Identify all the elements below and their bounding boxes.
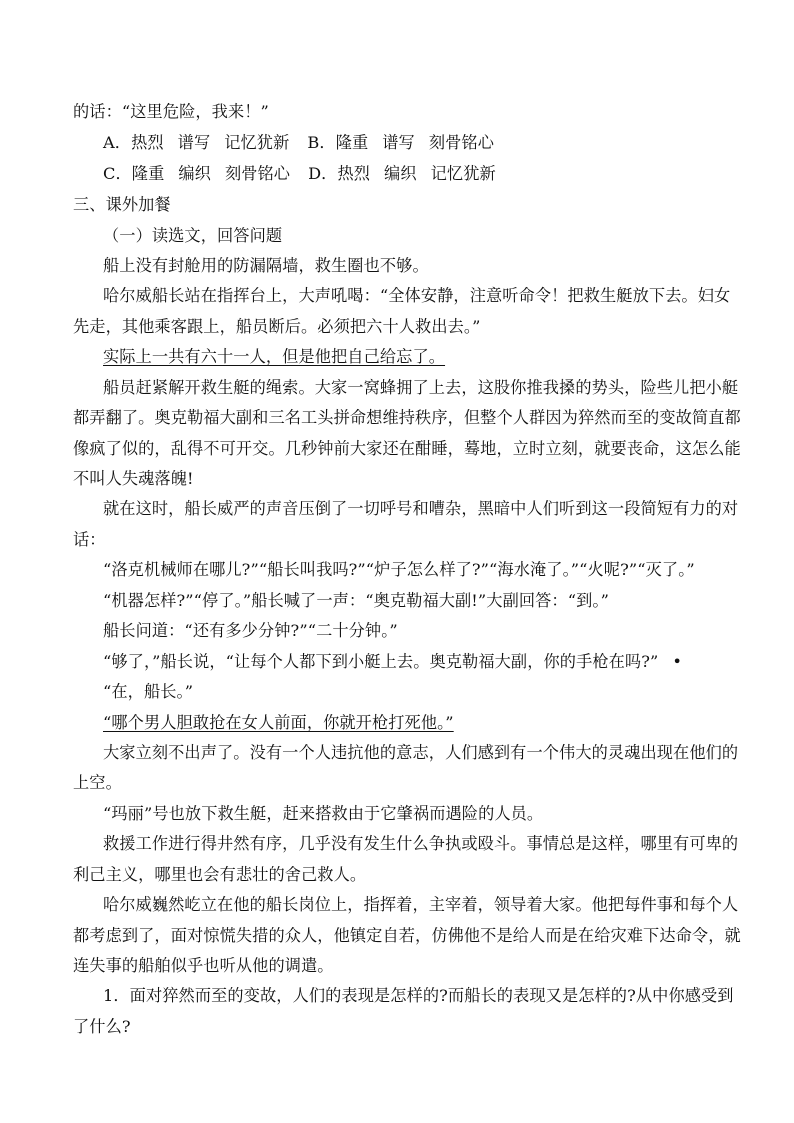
- option-c-word1: 隆重: [131, 164, 165, 183]
- option-b-word1: 隆重: [335, 133, 369, 152]
- paragraph-line: 利己主义，哪里也会有悲壮的舍己救人。: [73, 865, 367, 884]
- option-d-letter: D．: [308, 164, 338, 183]
- paragraph-line: 不叫人失魂落魄!: [73, 469, 194, 488]
- choice-row: [103, 162, 763, 186]
- option-a-word3: 记忆犹新: [224, 133, 290, 152]
- subsection-heading: （一）读选文，回答问题: [103, 226, 283, 245]
- question-line: 了什么?: [73, 1017, 131, 1036]
- paragraph-line: 船上没有封舱用的防漏隔墙，救生圈也不够。: [103, 256, 429, 275]
- option-b-word3: 刻骨铭心: [428, 133, 494, 152]
- paragraph-line: 船员赶紧解开救生艇的绳索。大家一窝蜂拥了上去，这股你推我搡的势头，险些儿把小艇: [103, 378, 739, 397]
- paragraph-line: 大家立刻不出声了。没有一个人违抗他的意志，人们感到有一个伟大的灵魂出现在他们的: [103, 743, 739, 762]
- paragraph-line: 哈尔威巍然屹立在他的船长岗位上，指挥着，主宰着，领导着大家。他把每件事和每个人: [103, 895, 739, 914]
- option-b-word2: 谱写: [382, 133, 415, 152]
- paragraph-line: 就在这时，船长威严的声音压倒了一切呼号和嘈杂，黑暗中人们听到这一段简短有力的对: [103, 499, 739, 518]
- paragraph-line: 上空。: [73, 773, 122, 792]
- bullet-mark: •: [672, 652, 683, 671]
- dialogue-text: “够了，”船长说，“让每个人都下到小艇上去。奥克勒福大副，你的手枪在吗?”: [103, 652, 659, 671]
- option-b-letter: B．: [307, 133, 336, 152]
- dialogue-line: “洛克机械师在哪儿?”“船长叫我吗?”“炉子怎么样了?”“海水淹了。”“火呢?”“灭了。”: [103, 560, 695, 579]
- underlined-text: “哪个男人胆敢抢在女人前面，你就开枪打死他。”: [103, 713, 454, 732]
- text-line: 的话：“这里危险，我来！”: [73, 102, 269, 121]
- underlined-text: 实际上一共有六十一人，但是他把自己给忘了。: [103, 347, 446, 366]
- paragraph-line: 都弄翻了。奥克勒福大副和三名工头拼命想维持秩序，但整个人群因为猝然而至的变故简直都: [73, 408, 741, 427]
- dialogue-line: 船长问道：“还有多少分钟?”“二十分钟。”: [103, 621, 398, 640]
- paragraph-line: 都考虑到了，面对惊慌失措的众人，他镇定自若，仿佛他不是给人而是在给灾难下达命令，就: [73, 926, 741, 945]
- dialogue-line: “机器怎样?”“停了。”船长喊了一声：“奥克勒福大副!”大副回答：“到。”: [103, 591, 609, 610]
- paragraph-line: 救援工作进行得井然有序，几乎没有发生什么争执或殴斗。事情总是这样，哪里有可卑的: [103, 834, 739, 853]
- paragraph-line: 先走，其他乘客跟上，船员断后。必须把六十人救出去。”: [73, 317, 481, 336]
- option-a-letter: A．: [103, 133, 132, 152]
- dialogue-line: “在，船长。”: [103, 682, 194, 701]
- option-d-word3: 记忆犹新: [430, 164, 496, 183]
- option-c-word2: 编织: [178, 164, 211, 183]
- underlined-sentence: [103, 711, 763, 735]
- dialogue-line: [103, 650, 763, 674]
- choice-row: [103, 131, 763, 155]
- paragraph-line: 连失事的船舶似乎也听从他的调遣。: [73, 956, 334, 975]
- section-heading: 三、课外加餐: [73, 195, 171, 214]
- paragraph-line: 话：: [73, 530, 106, 549]
- option-c-word3: 刻骨铭心: [224, 164, 291, 183]
- option-c-letter: C．: [103, 164, 132, 183]
- question-line: 1．面对猝然而至的变故，人们的表现是怎样的?而船长的表现又是怎样的?从中你感受到: [103, 986, 734, 1005]
- paragraph-line: “玛丽”号也放下救生艇，赶来搭救由于它肇祸而遇险的人员。: [103, 804, 544, 823]
- paragraph-line: 哈尔威船长站在指挥台上，大声吼喝：“全体安静，注意听命令！把救生艇放下去。妇女: [103, 286, 731, 305]
- option-d-word2: 编织: [384, 164, 417, 183]
- underlined-sentence: [103, 345, 763, 369]
- option-d-word1: 热烈: [337, 164, 371, 183]
- paragraph-line: 像疯了似的，乱得不可开交。几秒钟前大家还在酣睡，蓦地，立时立刻，就要丧命，这怎么能: [73, 439, 741, 458]
- option-a-word2: 谱写: [177, 133, 211, 152]
- option-a-word1: 热烈: [131, 133, 164, 152]
